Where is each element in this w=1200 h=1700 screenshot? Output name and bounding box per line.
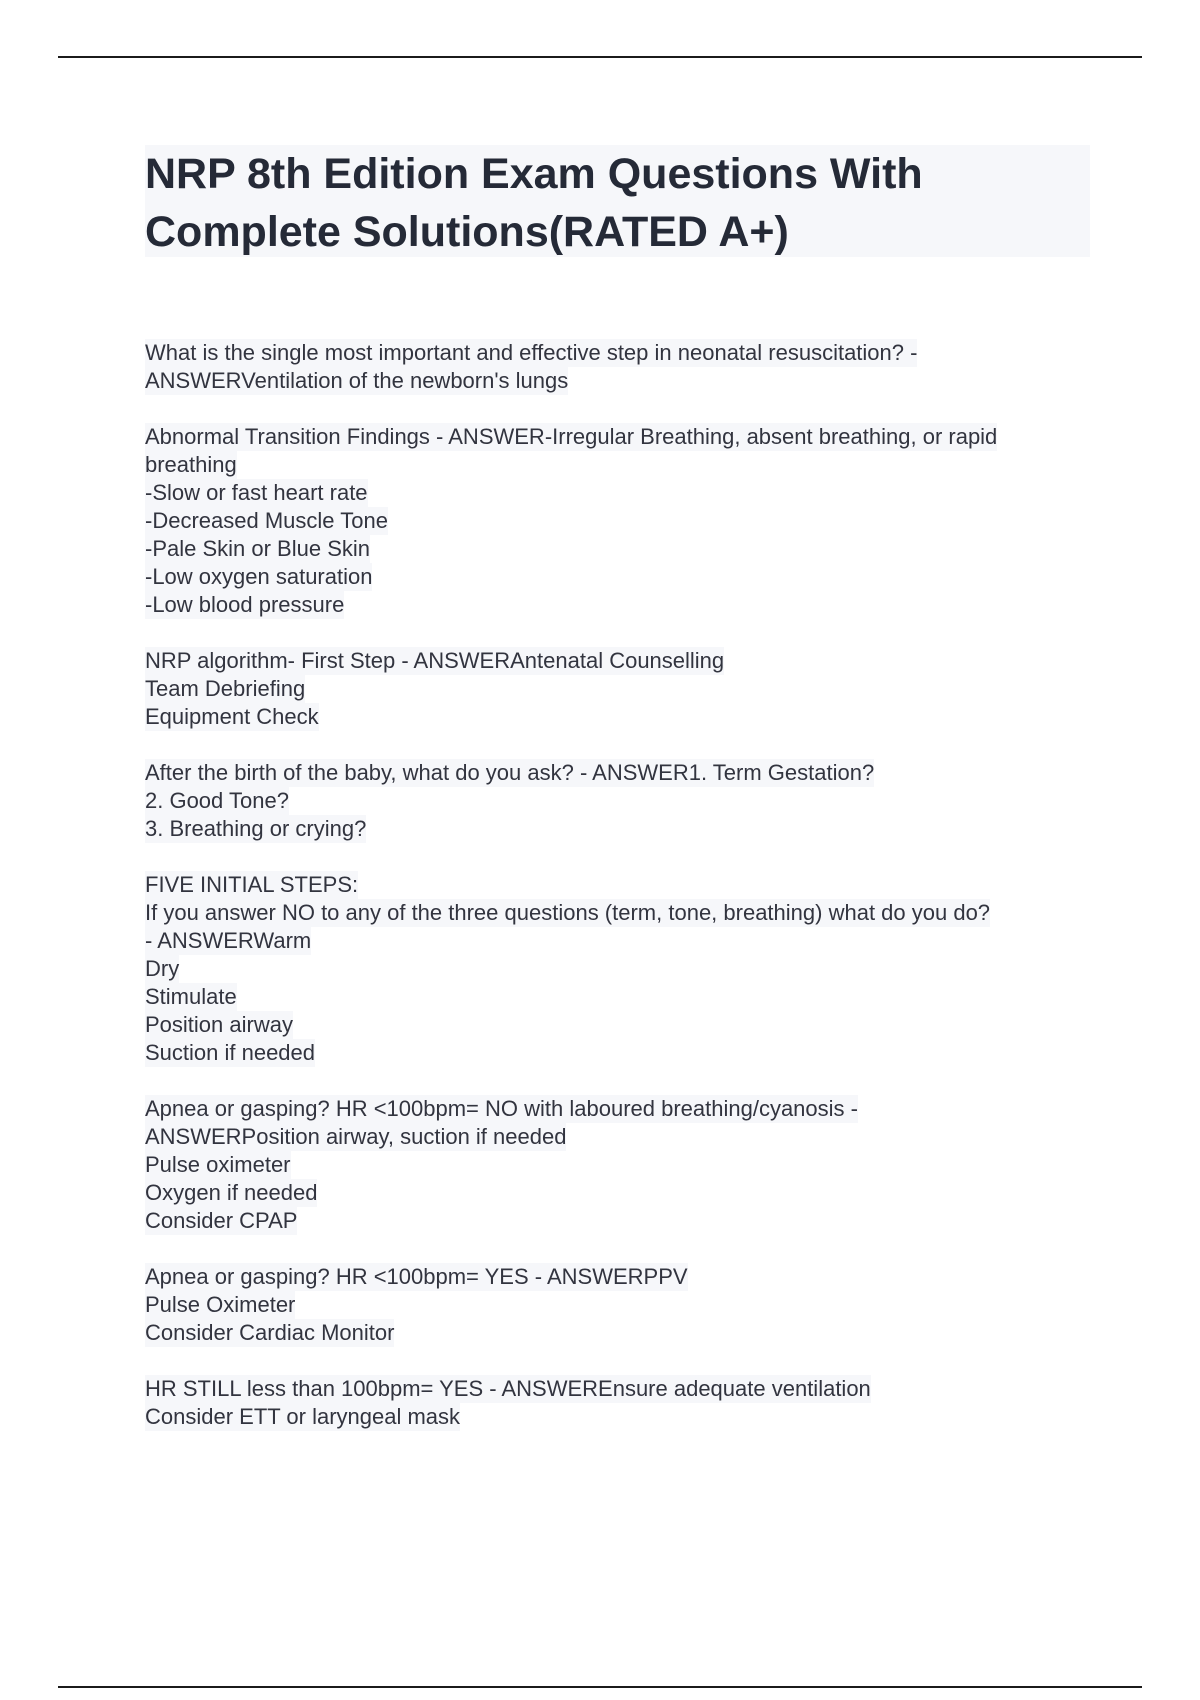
qa-line: If you answer NO to any of the three questions (term, tone, breathing) what do you do?	[145, 900, 991, 925]
title-line: Complete Solutions(RATED A+)	[145, 208, 789, 256]
qa-line: Oxygen if needed	[145, 1180, 318, 1205]
footer-divider	[58, 1686, 1142, 1688]
qa-item	[145, 423, 1100, 619]
qa-line: - ANSWERWarm	[145, 928, 312, 953]
qa-line: -Pale Skin or Blue Skin	[145, 536, 370, 561]
qa-line: -Slow or fast heart rate	[145, 480, 368, 505]
qa-line: HR STILL less than 100bpm= YES - ANSWEREnsure adequate ventilation	[145, 1376, 871, 1401]
qa-item	[145, 1375, 1100, 1431]
qa-line: NRP algorithm- First Step - ANSWERAntenatal Counselling	[145, 648, 725, 673]
qa-list	[145, 339, 1100, 1459]
header-divider	[58, 56, 1142, 58]
qa-line: Equipment Check	[145, 704, 319, 729]
qa-line: After the birth of the baby, what do you ask? - ANSWER1. Term Gestation?	[145, 760, 875, 785]
qa-line: -Decreased Muscle Tone	[145, 508, 388, 533]
document-title	[145, 145, 1090, 257]
qa-line: FIVE INITIAL STEPS:	[145, 872, 359, 897]
qa-line: Stimulate	[145, 984, 237, 1009]
qa-line: Position airway	[145, 1012, 293, 1037]
qa-line: Pulse Oximeter	[145, 1292, 296, 1317]
qa-line: Pulse oximeter	[145, 1152, 291, 1177]
qa-line: Suction if needed	[145, 1040, 316, 1065]
qa-item	[145, 1095, 1100, 1235]
qa-line: -Low oxygen saturation	[145, 564, 373, 589]
qa-line: ANSWERPosition airway, suction if needed	[145, 1124, 567, 1149]
qa-line: breathing	[145, 452, 237, 477]
qa-line: Team Debriefing	[145, 676, 306, 701]
title-line: NRP 8th Edition Exam Questions With	[145, 150, 923, 198]
qa-line: Consider Cardiac Monitor	[145, 1320, 395, 1345]
qa-line: Apnea or gasping? HR <100bpm= YES - ANSWERPPV	[145, 1264, 688, 1289]
qa-line: 2. Good Tone?	[145, 788, 289, 813]
qa-item	[145, 759, 1100, 843]
qa-line: Dry	[145, 956, 180, 981]
qa-line: -Low blood pressure	[145, 592, 345, 617]
qa-line: Consider ETT or laryngeal mask	[145, 1404, 461, 1429]
qa-item	[145, 1263, 1100, 1347]
qa-item	[145, 647, 1100, 731]
qa-item	[145, 871, 1100, 1067]
qa-line: Consider CPAP	[145, 1208, 298, 1233]
qa-line: Abnormal Transition Findings - ANSWER-Irregular Breathing, absent breathing, or rapid	[145, 424, 998, 449]
qa-line: Apnea or gasping? HR <100bpm= NO with laboured breathing/cyanosis -	[145, 1096, 858, 1121]
qa-line: 3. Breathing or crying?	[145, 816, 367, 841]
qa-item	[145, 339, 1100, 395]
qa-line: ANSWERVentilation of the newborn's lungs	[145, 368, 569, 393]
qa-line: What is the single most important and effective step in neonatal resuscitation? -	[145, 340, 918, 365]
